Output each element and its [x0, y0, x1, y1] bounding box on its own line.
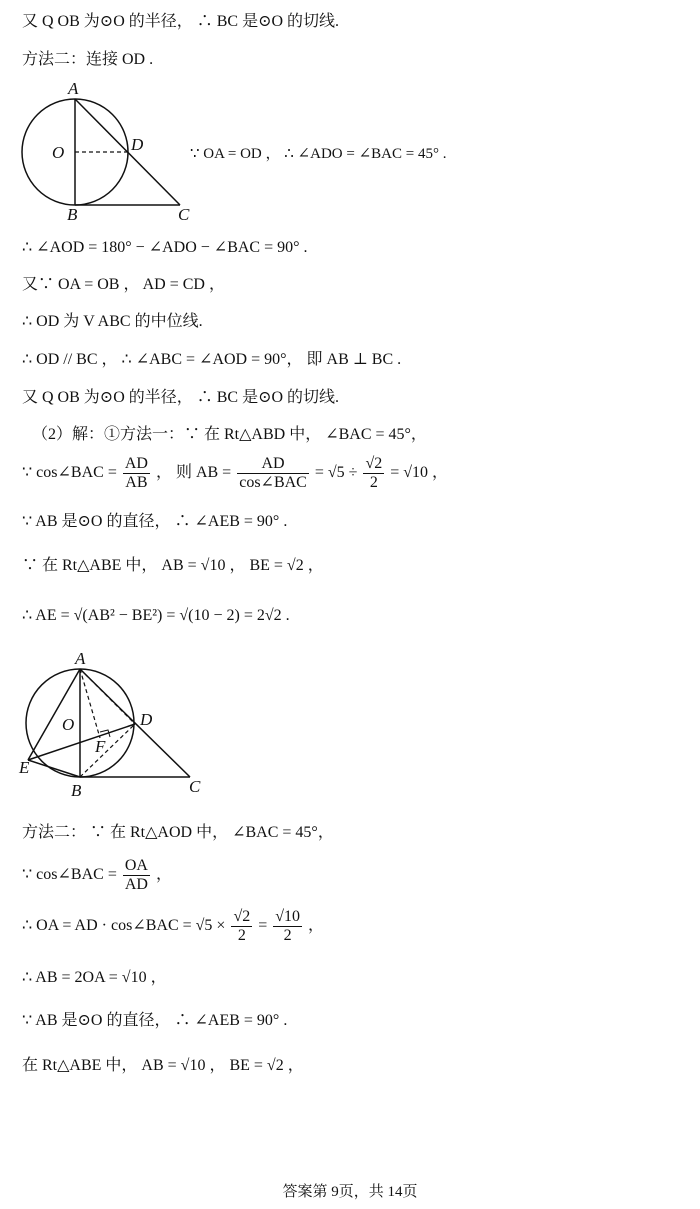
label-a: A: [68, 80, 79, 98]
label-c: C: [189, 777, 201, 796]
figure-2-circle-right-triangle: [15, 648, 215, 803]
label-b: B: [67, 205, 78, 224]
then-ab-label: ， 则 AB =: [155, 464, 232, 482]
text-line-5: ∴ OD 为 V ABC 的中位线.: [22, 313, 203, 330]
text-line-9: [22, 455, 448, 492]
label-f: F: [95, 737, 106, 756]
page-footer: 答案第 9页，共 14页: [282, 1184, 418, 1200]
label-c: C: [178, 205, 190, 224]
figure-1-reasoning: ∵ OA = OD ， ∴ ∠ADO = ∠BAC = 45° .: [190, 146, 447, 162]
text-line-15: [22, 908, 324, 945]
label-d: D: [131, 135, 144, 154]
result-sqrt10: = √10 ，: [390, 464, 449, 482]
text-line-16: ∴ AB = 2OA = √10 ，: [22, 969, 167, 986]
fraction-ad-ab: $\frac{AD}{AB}$: [124, 455, 148, 491]
text-line-8: （2）解：①方法一：∵ 在 Rt△ABD 中， ∠BAC = 45°，: [32, 426, 427, 443]
label-a: A: [75, 649, 86, 668]
text-line-2: 方法二：连接 OD .: [22, 51, 154, 68]
fraction-oa-ad: $\frac{OA}{AD}$: [124, 857, 148, 893]
label-b: B: [71, 781, 82, 800]
segment-eb: [28, 760, 80, 777]
label-d: D: [140, 710, 153, 729]
sqrt5-div: = √5 ÷: [314, 464, 358, 482]
text-line-10: ∵ AB 是⊙O 的直径， ∴ ∠AEB = 90° .: [22, 513, 288, 530]
text-line-4: 又∵ OA = OB ， AD = CD ，: [22, 276, 225, 293]
text-line-17: ∵ AB 是⊙O 的直径， ∴ ∠AEB = 90° .: [22, 1012, 288, 1029]
comma: ，: [155, 866, 172, 884]
comma-2: ，: [308, 917, 325, 935]
label-o: O: [52, 143, 65, 162]
fraction-sqrt2-2-b: $\frac{√2}{2}$: [233, 908, 251, 944]
figure-1-circle-tangent: [15, 80, 195, 225]
text-line-13: 方法二： ∵ 在 Rt△AOD 中， ∠BAC = 45°，: [22, 824, 334, 841]
text-line-6: ∴ OD // BC ， ∴ ∠ABC = ∠AOD = 90°， 即 AB ⊥ BC .: [22, 351, 402, 368]
text-line-11: ∵ 在 Rt△ABE 中， AB = √10 ， BE = √2 ，: [22, 557, 324, 574]
text-line-12: ∴ AE = √(AB² − BE²) = √(10 − 2) = 2√2 .: [22, 607, 290, 624]
fraction-sqrt2-2: $\frac{√2}{2}$: [365, 455, 383, 491]
text-line-1: 又 Q OB 为⊙O 的半径， ∴ BC 是⊙O 的切线.: [22, 13, 340, 30]
text-line-3: ∴ ∠AOD = 180° − ∠ADO − ∠BAC = 90° .: [22, 239, 308, 256]
label-e: E: [19, 758, 30, 777]
oa-expression: ∴ OA = AD · cos∠BAC = √5 ×: [22, 917, 226, 935]
equals: =: [258, 917, 268, 935]
label-o: O: [62, 715, 75, 734]
text-line-7: 又 Q OB 为⊙O 的半径， ∴ BC 是⊙O 的切线.: [22, 389, 340, 406]
segment-ed: [28, 724, 135, 760]
cos-bac-label: ∵ cos∠BAC =: [22, 464, 117, 482]
fraction-ad-cos: $\frac{AD}{\text{cos∠BAC}}$: [239, 455, 307, 491]
fraction-sqrt10-2: $\frac{√10}{2}$: [275, 908, 301, 944]
text-line-14: [22, 857, 172, 894]
text-line-18: 在 Rt△ABE 中， AB = √10 ， BE = √2 ，: [22, 1057, 304, 1074]
cos-bac-label-2: ∵ cos∠BAC =: [22, 866, 117, 884]
